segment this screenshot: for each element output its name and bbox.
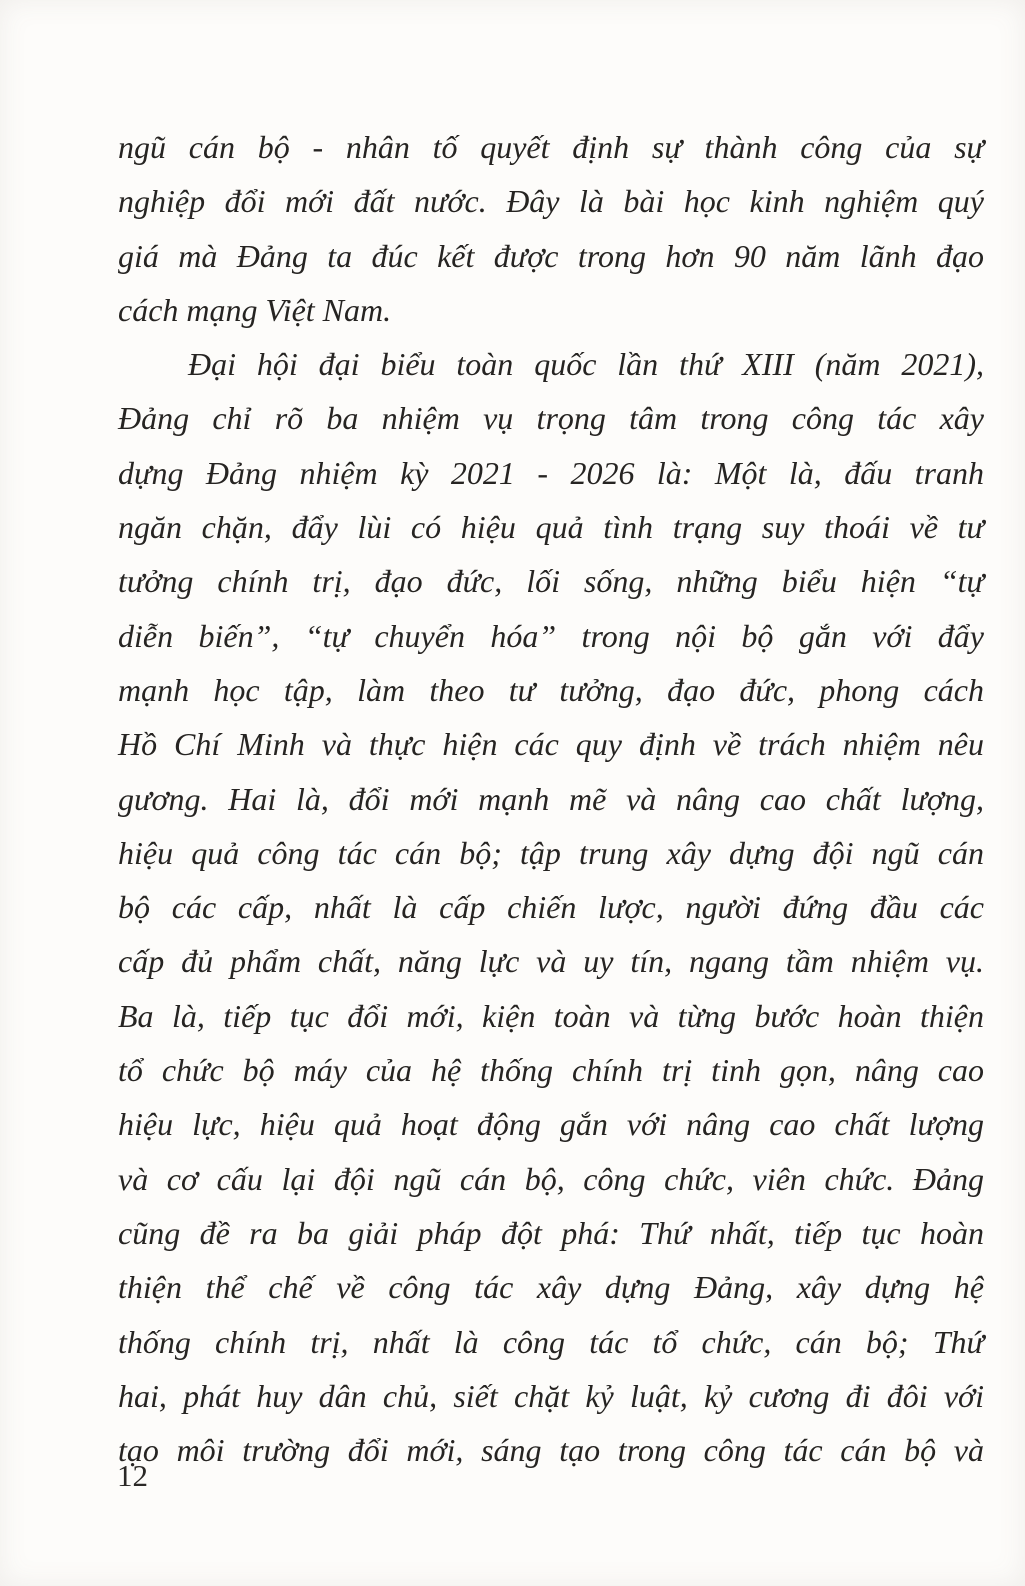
text-line: ngũ cán bộ - nhân tố quyết định sự thành công của sự (118, 129, 984, 165)
text-line: giá mà Đảng ta đúc kết được trong hơn 90 năm lãnh đạo (118, 237, 984, 274)
text-line: dựng Đảng nhiệm kỳ 2021 - 2026 là: Một là, đấu tranh (118, 454, 984, 491)
text-line: tưởng chính trị, đạo đức, lối sống, những biểu hiện “tự (118, 563, 984, 600)
text-line: thiện thể chế về công tác xây dựng Đảng, xây dựng hệ (118, 1269, 984, 1306)
text-line: ngăn chặn, đẩy lùi có hiệu quả tình trạng suy thoái về tư (118, 509, 984, 546)
text-line: hiệu lực, hiệu quả hoạt động gắn với nâng cao chất lượng (118, 1106, 984, 1143)
text-line: cấp đủ phẩm chất, năng lực và uy tín, ngang tầm nhiệm vụ. (118, 943, 984, 980)
text-line: diễn biến”, “tự chuyển hóa” trong nội bộ gắn với đẩy (118, 617, 984, 654)
text-line: gương. Hai là, đổi mới mạnh mẽ và nâng cao chất lượng, (118, 780, 984, 817)
text-line: Ba là, tiếp tục đổi mới, kiện toàn và từng bước hoàn thiện (118, 997, 984, 1034)
text-line: mạnh học tập, làm theo tư tưởng, đạo đức, phong cách (118, 671, 984, 708)
text-line: tạo môi trường đổi mới, sáng tạo trong công tác cán bộ và (118, 1432, 984, 1469)
text-line: và cơ cấu lại đội ngũ cán bộ, công chức, viên chức. Đảng (118, 1160, 984, 1197)
body-text (118, 120, 984, 1477)
text-line: tổ chức bộ máy của hệ thống chính trị tinh gọn, nâng cao (118, 1052, 984, 1089)
text-line: nghiệp đổi mới đất nước. Đây là bài học kinh nghiệm quý (118, 183, 984, 220)
text-line: Hồ Chí Minh và thực hiện các quy định về trách nhiệm nêu (118, 726, 984, 763)
text-line: cũng đề ra ba giải pháp đột phá: Thứ nhất, tiếp tục hoàn (118, 1214, 984, 1251)
text-line: bộ các cấp, nhất là cấp chiến lược, người đứng đầu các (118, 889, 984, 926)
paragraph-first-line: Đại hội đại biểu toàn quốc lần thứ XIII (năm 2021), (188, 346, 984, 383)
text-line: cách mạng Việt Nam. (118, 291, 392, 328)
text-line: thống chính trị, nhất là công tác tổ chức, cán bộ; Thứ (118, 1323, 984, 1360)
text-line: Đảng chỉ rõ ba nhiệm vụ trọng tâm trong công tác xây (118, 400, 984, 437)
page-number: 12 (117, 1458, 148, 1493)
text-line: hiệu quả công tác cán bộ; tập trung xây dựng đội ngũ cán (118, 834, 984, 871)
text-line: hai, phát huy dân chủ, siết chặt kỷ luật, kỷ cương đi đôi với (118, 1377, 984, 1414)
